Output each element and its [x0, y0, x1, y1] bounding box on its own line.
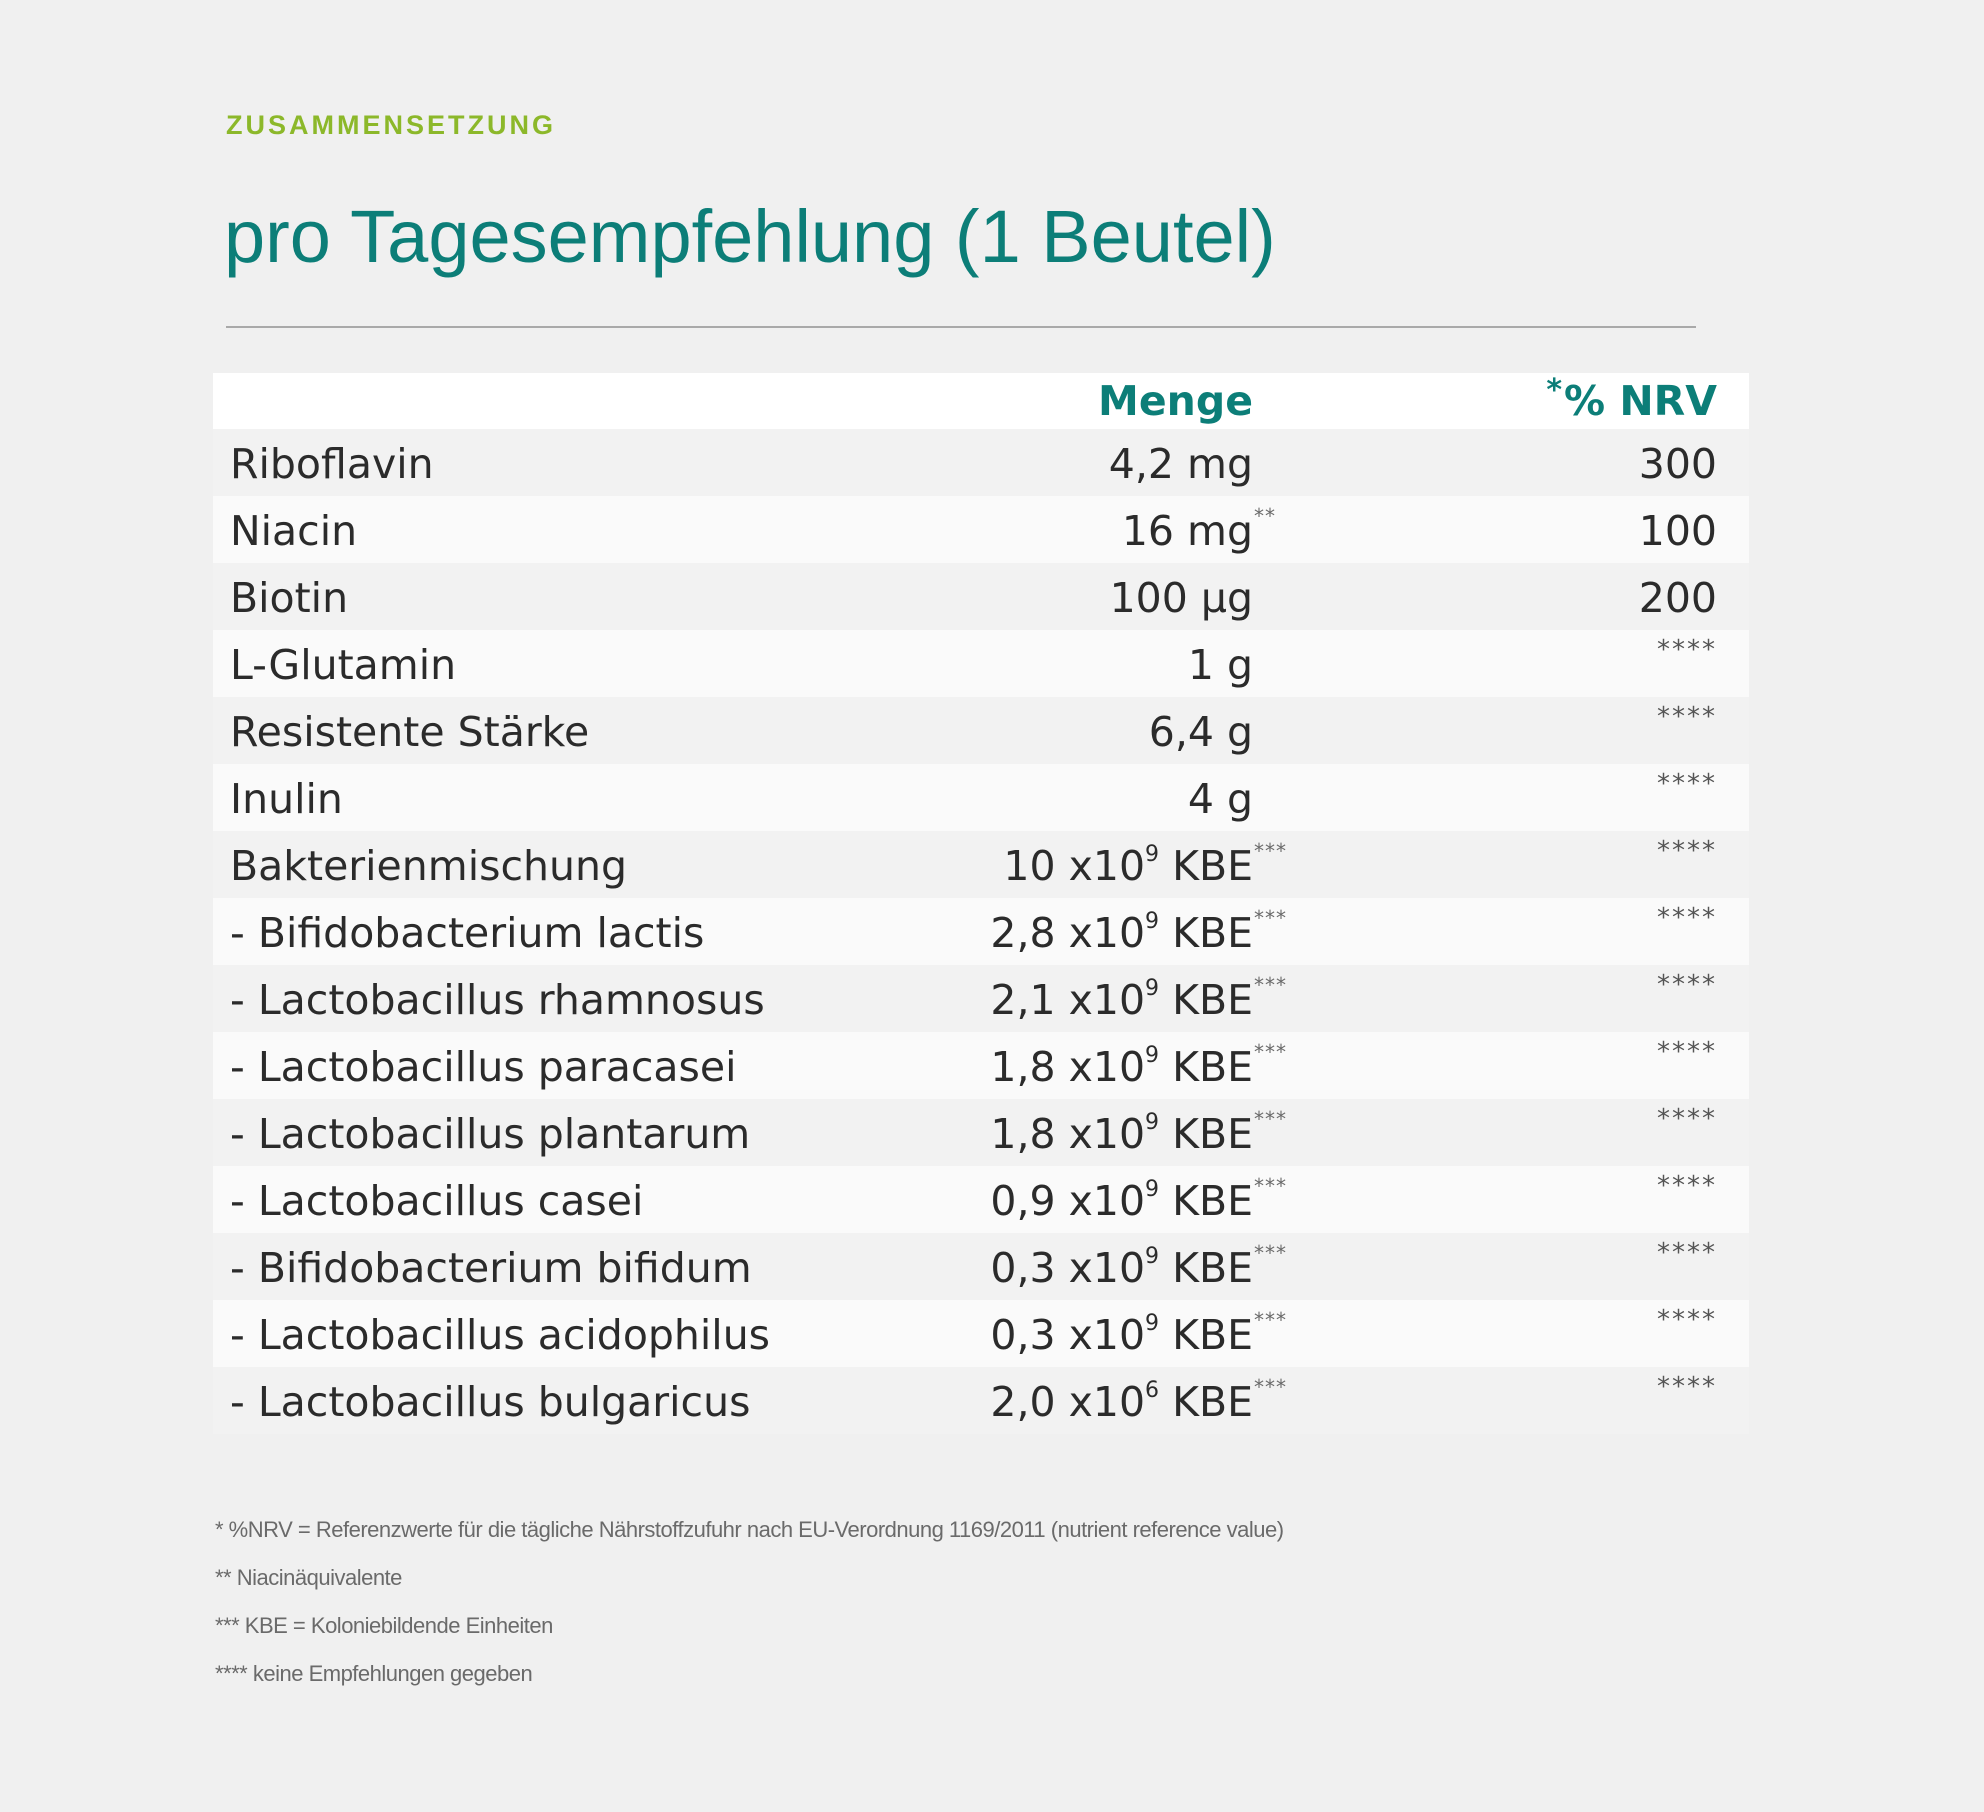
- amount-unit: KBE: [1159, 1378, 1253, 1426]
- ingredient-name: Inulin: [230, 775, 343, 823]
- divider: [226, 326, 1696, 328]
- ingredient-name: - Bifidobacterium bifidum: [230, 1244, 752, 1292]
- amount-unit: KBE: [1159, 1043, 1253, 1091]
- amount-unit: KBE: [1159, 842, 1253, 890]
- amount-unit: KBE: [1159, 976, 1253, 1024]
- ingredient-nrv: ****: [1657, 1171, 1717, 1201]
- table-row: [213, 429, 1749, 496]
- amount-value: 2,1 x10: [990, 976, 1146, 1024]
- footnote: *** KBE = Koloniebildende Einheiten: [215, 1613, 553, 1638]
- ingredient-amount: [1003, 831, 1253, 898]
- amount-exponent: 9: [1145, 1043, 1160, 1069]
- amount-exponent: 9: [1145, 1311, 1160, 1337]
- ingredient-amount: [990, 898, 1253, 965]
- ingredient-name: - Lactobacillus casei: [230, 1177, 644, 1225]
- footnotes: [215, 1515, 1284, 1707]
- ingredient-amount: [1149, 697, 1253, 764]
- table-row: [213, 1099, 1749, 1166]
- table-row: [213, 764, 1749, 831]
- ingredient-name: - Bifidobacterium lactis: [230, 909, 705, 957]
- amount-value: 1 g: [1187, 641, 1253, 689]
- ingredient-amount: [990, 1367, 1253, 1434]
- amount-value: 6,4 g: [1148, 708, 1253, 756]
- ingredient-amount: [990, 1099, 1253, 1166]
- ingredient-nrv: ****: [1657, 1037, 1717, 1067]
- amount-value: 0,3 x10: [990, 1311, 1146, 1359]
- amount-value: 100 µg: [1109, 574, 1253, 622]
- ingredient-amount: [1188, 630, 1253, 697]
- table-row: [213, 1032, 1749, 1099]
- ingredient-amount: [1188, 764, 1253, 831]
- footnote: ** Niacinäquivalente: [215, 1565, 402, 1590]
- ingredient-name: Biotin: [230, 574, 349, 622]
- ingredient-nrv: 300: [1638, 440, 1717, 488]
- amount-value: 0,9 x10: [990, 1177, 1146, 1225]
- amount-exponent: 9: [1145, 1177, 1160, 1203]
- amount-exponent: 9: [1145, 1110, 1160, 1136]
- ingredient-amount: [990, 1032, 1253, 1099]
- amount-value: 0,3 x10: [990, 1244, 1146, 1292]
- ingredient-name: Bakterienmischung: [230, 842, 627, 890]
- ingredient-nrv: ****: [1657, 1104, 1717, 1134]
- amount-footnote-marker: ***: [1254, 839, 1287, 863]
- column-header-amount: Menge: [1098, 377, 1253, 425]
- amount-value: 4 g: [1187, 775, 1253, 823]
- amount-footnote-marker: ***: [1254, 1241, 1287, 1265]
- amount-unit: KBE: [1159, 909, 1253, 957]
- ingredient-name: - Lactobacillus paracasei: [230, 1043, 737, 1091]
- amount-footnote-marker: ***: [1254, 1107, 1287, 1131]
- ingredient-name: Resistente Stärke: [230, 708, 590, 756]
- amount-footnote-marker: ***: [1254, 906, 1287, 930]
- table-row: [213, 898, 1749, 965]
- ingredient-name: - Lactobacillus rhamnosus: [230, 976, 765, 1024]
- amount-value: 10 x10: [1003, 842, 1146, 890]
- amount-footnote-marker: ***: [1254, 1308, 1287, 1332]
- ingredient-nrv: ****: [1657, 1305, 1717, 1335]
- ingredient-name: Niacin: [230, 507, 358, 555]
- ingredient-nrv: ****: [1657, 769, 1717, 799]
- amount-unit: KBE: [1159, 1244, 1253, 1292]
- table-row: [213, 1166, 1749, 1233]
- amount-value: 2,8 x10: [990, 909, 1146, 957]
- amount-exponent: 9: [1145, 909, 1160, 935]
- amount-footnote-marker: ***: [1254, 1174, 1287, 1198]
- table-row: [213, 965, 1749, 1032]
- table-row: [213, 831, 1749, 898]
- ingredient-amount: [1110, 563, 1253, 630]
- amount-footnote-marker: ***: [1254, 1375, 1287, 1399]
- ingredient-nrv: ****: [1657, 702, 1717, 732]
- ingredient-amount: [990, 1233, 1253, 1300]
- ingredient-nrv: ****: [1657, 903, 1717, 933]
- footnote: * %NRV = Referenzwerte für die tägliche Nährstoffzufuhr nach EU-Verordnung 1169/2011 (nutrient reference value): [215, 1517, 1284, 1542]
- nutrition-table: [213, 373, 1749, 1434]
- ingredient-nrv: ****: [1657, 970, 1717, 1000]
- ingredient-nrv: ****: [1657, 1238, 1717, 1268]
- ingredient-amount: [990, 965, 1253, 1032]
- table-header: [213, 373, 1749, 429]
- ingredient-name: - Lactobacillus plantarum: [230, 1110, 751, 1158]
- amount-value: 2,0 x10: [990, 1378, 1146, 1426]
- ingredient-nrv: ****: [1657, 1372, 1717, 1402]
- amount-unit: KBE: [1159, 1311, 1253, 1359]
- footnote: **** keine Empfehlungen gegeben: [215, 1661, 533, 1686]
- amount-value: 16 mg: [1121, 507, 1253, 555]
- table-row: [213, 1233, 1749, 1300]
- amount-exponent: 9: [1145, 1244, 1160, 1270]
- ingredient-nrv: ****: [1657, 635, 1717, 665]
- amount-value: 1,8 x10: [990, 1043, 1146, 1091]
- page-title: pro Tagesempfehlung (1 Beutel): [224, 195, 1276, 278]
- nrv-footnote-marker: *: [1546, 373, 1563, 408]
- ingredient-name: - Lactobacillus bulgaricus: [230, 1378, 751, 1426]
- table-row: [213, 1367, 1749, 1434]
- table-row: [213, 1300, 1749, 1367]
- amount-exponent: 9: [1145, 976, 1160, 1002]
- ingredient-amount: [990, 1166, 1253, 1233]
- amount-exponent: 9: [1145, 842, 1160, 868]
- amount-value: 1,8 x10: [990, 1110, 1146, 1158]
- ingredient-amount: [1109, 429, 1253, 496]
- amount-unit: KBE: [1159, 1110, 1253, 1158]
- amount-exponent: 6: [1145, 1378, 1160, 1404]
- table-row: [213, 563, 1749, 630]
- ingredient-amount: [1122, 496, 1253, 563]
- eyebrow-label: ZUSAMMENSETZUNG: [226, 110, 556, 140]
- ingredient-nrv: 200: [1638, 574, 1717, 622]
- amount-value: 4,2 mg: [1108, 440, 1253, 488]
- ingredient-name: Riboflavin: [230, 440, 434, 488]
- amount-unit: KBE: [1159, 1177, 1253, 1225]
- table-row: [213, 697, 1749, 764]
- ingredient-amount: [990, 1300, 1253, 1367]
- ingredient-name: L-Glutamin: [230, 641, 457, 689]
- ingredient-nrv: ****: [1657, 836, 1717, 866]
- ingredient-nrv: 100: [1638, 507, 1717, 555]
- table-row: [213, 496, 1749, 563]
- column-header-nrv: [1546, 373, 1717, 429]
- table-row: [213, 630, 1749, 697]
- ingredient-name: - Lactobacillus acidophilus: [230, 1311, 771, 1359]
- nrv-label: % NRV: [1564, 377, 1717, 425]
- amount-footnote-marker: **: [1254, 504, 1276, 528]
- amount-footnote-marker: ***: [1254, 1040, 1287, 1064]
- amount-footnote-marker: ***: [1254, 973, 1287, 997]
